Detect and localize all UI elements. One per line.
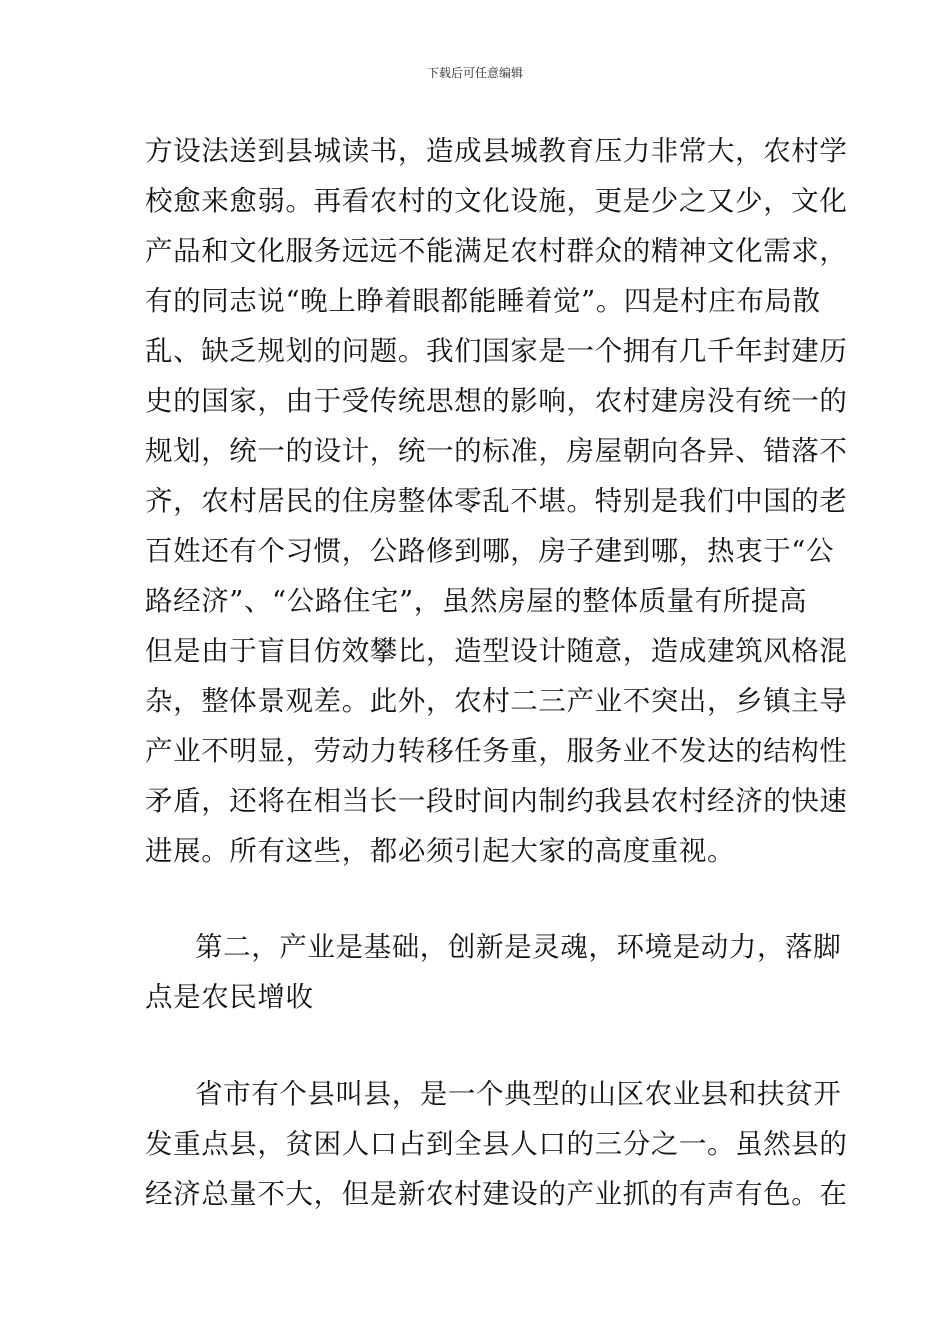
heading-line: 第二，产业是基础，创新是灵魂，环境是动力，落脚 (195, 931, 842, 963)
text-line: 杂，整体景观差。此外，农村二三产业不突出，乡镇主导 (145, 685, 848, 717)
text-line: 产业不明显，劳动力转移任务重，服务业不发达的结构性 (145, 735, 848, 767)
text-line: 史的国家，由于受传统思想的影响，农村建房没有统一的 (145, 385, 848, 417)
text-line: 矛盾，还将在相当长一段时间内制约我县农村经济的快速 (145, 785, 848, 817)
text-line: 省市有个县叫县，是一个典型的山区农业县和扶贫开 (195, 1078, 842, 1110)
page-header: 下载后可任意编辑 (426, 66, 523, 80)
text-line: 有的同志说“晚上睁着眼都能睡着觉”。四是村庄布局散 (145, 285, 821, 317)
text-line: 百姓还有个习惯，公路修到哪，房子建到哪，热衷于“公 (145, 535, 835, 567)
text-line: 路经济”、“公路住宅”，虽然房屋的整体质量有所提高 (145, 585, 808, 617)
text-line: 发重点县，贫困人口占到全县人口的三分之一。虽然县的 (145, 1128, 848, 1160)
text-line: 但是由于盲目仿效攀比，造型设计随意，造成建筑风格混 (145, 635, 848, 667)
text-line: 方设法送到县城读书，造成县城教育压力非常大，农村学 (145, 135, 848, 167)
text-line: 乱、缺乏规划的问题。我们国家是一个拥有几千年封建历 (145, 335, 848, 367)
text-line: 进展。所有这些，都必须引起大家的高度重视。 (145, 835, 736, 867)
text-line: 产品和文化服务远远不能满足农村群众的精神文化需求， (145, 235, 848, 267)
text-line: 经济总量不大，但是新农村建设的产业抓的有声有色。在 (145, 1178, 848, 1210)
text-line: 校愈来愈弱。再看农村的文化设施，更是少之又少，文化 (145, 185, 848, 217)
text-line: 规划，统一的设计，统一的标准，房屋朝向各异、错落不 (145, 435, 848, 467)
heading-line: 点是农民增收 (145, 981, 314, 1013)
text-line: 齐，农村居民的住房整体零乱不堪。特别是我们中国的老 (145, 485, 848, 517)
